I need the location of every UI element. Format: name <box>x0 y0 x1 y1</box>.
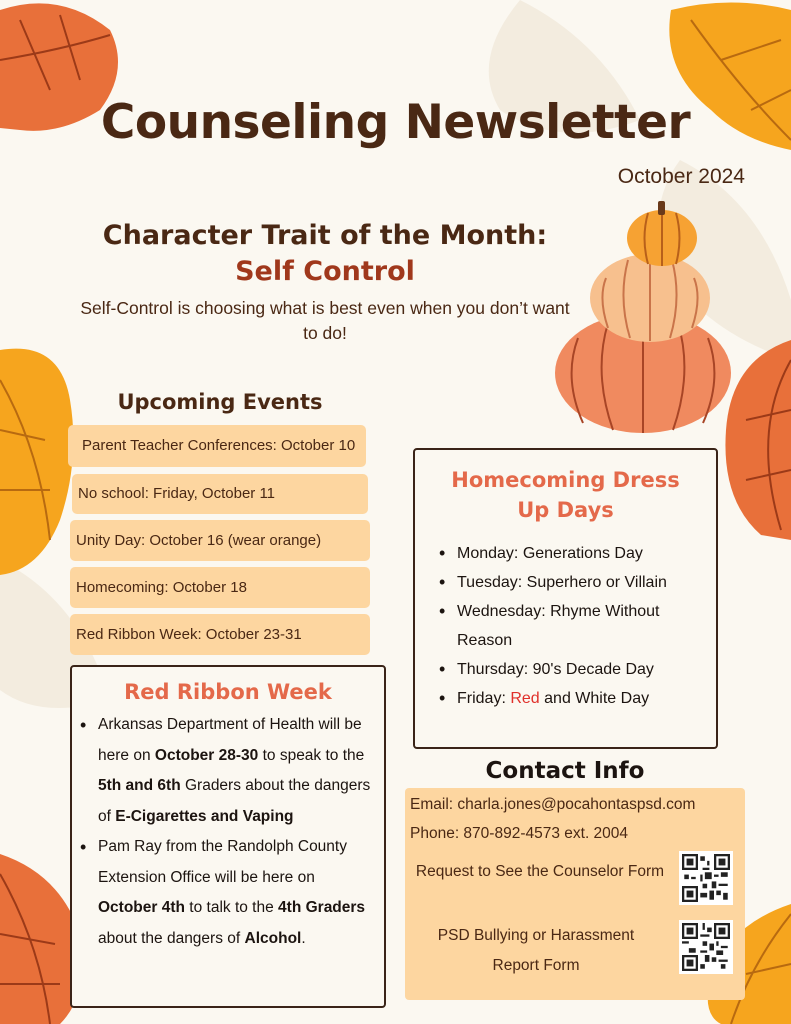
events-title: Upcoming Events <box>117 390 323 414</box>
event-item: Parent Teacher Conferences: October 10 <box>68 425 366 467</box>
event-item: Unity Day: October 16 (wear orange) <box>70 520 370 561</box>
event-item: Homecoming: October 18 <box>70 567 370 608</box>
newsletter-title: Counseling Newsletter <box>100 95 691 150</box>
homecoming-title: Homecoming Dress Up Days <box>451 468 680 522</box>
homecoming-box <box>413 448 718 749</box>
qr-code-counselor-icon[interactable] <box>679 851 733 905</box>
list-item: • Tuesday: Superhero or Villain <box>435 568 716 597</box>
red-ribbon-title: Red Ribbon Week <box>124 680 332 704</box>
homecoming-list <box>435 539 716 713</box>
list-item: • Thursday: 90's Decade Day <box>435 655 716 684</box>
trait-name: Self Control <box>235 256 415 287</box>
contact-box <box>405 788 745 1000</box>
highlight-red: Red <box>510 690 540 707</box>
contact-email[interactable]: Email: charla.jones@pocahontaspsd.com <box>410 796 696 813</box>
list-item: • Friday: Red and White Day <box>435 684 716 713</box>
list-item: • Arkansas Department of Health will be here on October 28-30 to speak to the 5th and 6th Graders about the dangers of E-Cigarettes and Vaping <box>76 710 378 832</box>
event-item: No school: Friday, October 11 <box>72 474 368 514</box>
list-item: • Wednesday: Rhyme Without Reason <box>435 597 716 655</box>
bullying-report-form-link[interactable]: PSD Bullying or Harassment Report Form <box>437 927 635 974</box>
contact-title: Contact Info <box>485 758 645 784</box>
qr-code-bullying-icon[interactable] <box>679 920 733 974</box>
red-ribbon-box <box>70 665 386 1008</box>
list-item: • Pam Ray from the Randolph County Extension Office will be here on October 4th to talk to the 4th Graders about the dangers of Alcohol. <box>76 832 378 954</box>
list-item: • Monday: Generations Day <box>435 539 716 568</box>
contact-phone[interactable]: Phone: 870-892-4573 ext. 2004 <box>410 825 629 842</box>
trait-heading-block <box>40 218 610 290</box>
newsletter-date: October 2024 <box>617 165 745 188</box>
trait-heading: Character Trait of the Month: <box>102 220 548 251</box>
trait-description: Self-Control is choosing what is best even when you don’t want to do! <box>80 298 570 343</box>
red-ribbon-list <box>76 710 378 954</box>
counselor-request-form-link[interactable]: Request to See the Counselor Form <box>415 863 665 880</box>
event-item: Red Ribbon Week: October 23-31 <box>70 614 370 655</box>
